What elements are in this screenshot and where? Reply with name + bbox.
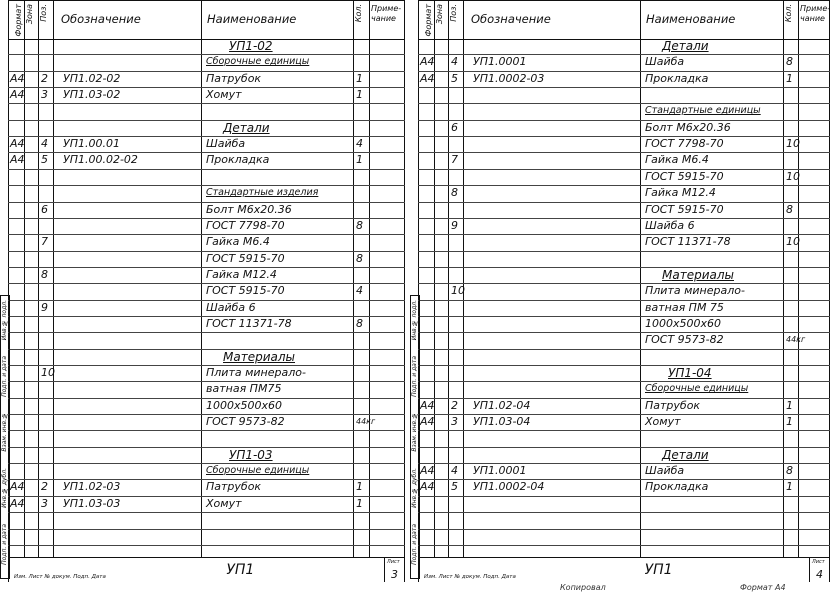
cell-fmt: А4 xyxy=(10,88,25,102)
cell-qty: 8 xyxy=(786,464,793,478)
table-row xyxy=(418,365,830,381)
spec-sheet-left xyxy=(8,0,405,582)
cell-qty: 1 xyxy=(356,71,363,85)
table-row xyxy=(418,87,830,103)
cell-pos: 9 xyxy=(451,218,458,232)
side-binding-strip-right xyxy=(410,295,420,579)
cell-des: УП1.03-03 xyxy=(63,496,121,510)
table-row xyxy=(418,430,830,446)
header-pos: Поз. xyxy=(449,4,458,22)
cell-des: УП1.03-04 xyxy=(473,415,531,429)
cell-des: УП1.02-02 xyxy=(63,71,121,85)
header-pos: Поз. xyxy=(39,4,48,22)
cell-des: УП1.0002-03 xyxy=(473,71,545,85)
row-line xyxy=(418,545,830,546)
table-row xyxy=(8,71,405,87)
cell-pos: 4 xyxy=(451,464,458,478)
cell-name: Детали xyxy=(662,39,709,53)
document-code: УП1 xyxy=(226,562,255,578)
cell-pos: 7 xyxy=(451,153,458,167)
row-line xyxy=(8,545,405,546)
side-label: Подп. и дата xyxy=(411,524,418,565)
table-row xyxy=(418,54,830,70)
table-row xyxy=(418,447,830,463)
table-row xyxy=(8,447,405,463)
cell-name: ГОСТ 5915-70 xyxy=(645,169,724,183)
table-row xyxy=(8,463,405,479)
table-row xyxy=(418,381,830,397)
cell-des: УП1.0001 xyxy=(473,55,527,69)
table-row xyxy=(418,202,830,218)
cell-name: Шайба 6 xyxy=(206,300,256,314)
cell-des: УП1.0001 xyxy=(473,464,527,478)
table-row xyxy=(8,87,405,103)
table-row xyxy=(418,185,830,201)
table-row xyxy=(8,414,405,430)
table-row xyxy=(418,529,830,545)
cell-pos: 6 xyxy=(41,202,48,216)
cell-name: Гайка М6.4 xyxy=(645,153,709,167)
table-row xyxy=(418,414,830,430)
cell-name: ГОСТ 7798-70 xyxy=(206,218,285,232)
cell-des: УП1.0002-04 xyxy=(473,480,545,494)
table-row xyxy=(8,136,405,152)
cell-fmt: А4 xyxy=(420,415,435,429)
cell-pos: 2 xyxy=(41,71,48,85)
cell-pos: 4 xyxy=(41,137,48,151)
table-row xyxy=(418,300,830,316)
document-code: УП1 xyxy=(644,562,673,578)
cell-qty: 1 xyxy=(786,480,793,494)
cell-name: ватная ПМ 75 xyxy=(645,300,724,314)
table-row xyxy=(418,349,830,365)
cell-fmt: А4 xyxy=(10,153,25,167)
cell-name: Материалы xyxy=(223,349,295,364)
cell-name: Хомут xyxy=(206,88,242,102)
table-row xyxy=(418,251,830,267)
cell-pos: 5 xyxy=(451,71,458,85)
cell-qty: 8 xyxy=(356,316,363,330)
title-block xyxy=(8,557,405,582)
cell-name: ГОСТ 9573-82 xyxy=(206,415,285,429)
cell-qty: 1 xyxy=(786,415,793,429)
cell-name: ГОСТ 9573-82 xyxy=(645,333,724,347)
copied-label: Копировал xyxy=(560,583,606,592)
table-row xyxy=(8,120,405,136)
side-label: Инв.№ дубл. xyxy=(1,468,8,508)
cell-fmt: А4 xyxy=(420,71,435,85)
cell-name: ватная ПМ75 xyxy=(206,382,282,396)
table-row xyxy=(418,218,830,234)
sheet-number: 3 xyxy=(391,568,398,581)
table-row xyxy=(418,103,830,119)
cell-name: Сборочные единицы xyxy=(206,465,310,477)
cell-fmt: А4 xyxy=(420,480,435,494)
table-row xyxy=(418,267,830,283)
header-format: Формат xyxy=(424,4,433,37)
cell-name: Детали xyxy=(662,447,709,462)
cell-name: ГОСТ 7798-70 xyxy=(645,137,724,151)
cell-name: Болт М6х20.36 xyxy=(645,120,731,134)
cell-name: УП1-04 xyxy=(668,366,712,380)
cell-qty: 10 xyxy=(786,235,800,249)
header-zone: Зона xyxy=(25,4,34,25)
header-format: Формат xyxy=(14,4,23,37)
cell-fmt: А4 xyxy=(10,480,25,494)
cell-name: ГОСТ 5915-70 xyxy=(206,251,285,265)
table-row xyxy=(8,381,405,397)
cell-pos: 2 xyxy=(41,480,48,494)
table-row xyxy=(8,103,405,119)
title-block xyxy=(418,557,830,582)
cell-des: УП1.02-04 xyxy=(473,398,531,412)
cell-fmt: А4 xyxy=(10,496,25,510)
cell-fmt: А4 xyxy=(10,71,25,85)
cell-pos: 9 xyxy=(41,300,48,314)
table-row xyxy=(8,169,405,185)
cell-name: Плита минерало- xyxy=(645,284,745,298)
table-row xyxy=(418,479,830,495)
cell-fmt: А4 xyxy=(420,398,435,412)
cell-qty: 1 xyxy=(356,480,363,494)
cell-name: Гайка М6.4 xyxy=(206,235,270,249)
cell-pos: 2 xyxy=(451,398,458,412)
table-row xyxy=(8,202,405,218)
table-row xyxy=(8,300,405,316)
side-label: Инв.№ подл. xyxy=(1,300,8,341)
cell-name: Хомут xyxy=(645,415,681,429)
cell-name: Шайба xyxy=(206,137,246,151)
table-row xyxy=(418,512,830,528)
cell-qty: 8 xyxy=(786,55,793,69)
table-row xyxy=(8,365,405,381)
table-row xyxy=(418,332,830,348)
cell-name: УП1-02 xyxy=(229,39,273,53)
side-label: Взам. инв.№ xyxy=(411,412,418,452)
header-name: Наименование xyxy=(207,12,297,26)
cell-name: УП1-03 xyxy=(229,447,273,462)
header-note: Приме-чание xyxy=(800,4,831,23)
cell-fmt: А4 xyxy=(420,55,435,69)
cell-name: Шайба 6 xyxy=(645,218,695,232)
cell-fmt: А4 xyxy=(420,464,435,478)
title-block-labels: Изм. Лист № докум. Подп. Дата xyxy=(14,574,106,580)
table-row xyxy=(8,185,405,201)
cell-pos: 7 xyxy=(41,235,48,249)
table-row xyxy=(8,152,405,168)
table-row xyxy=(8,38,405,54)
table-row xyxy=(8,267,405,283)
table-row xyxy=(8,234,405,250)
table-row xyxy=(8,251,405,267)
sheet-number-box xyxy=(384,558,405,582)
cell-pos: 10 xyxy=(41,366,55,379)
cell-qty: 10 xyxy=(786,169,800,183)
table-row xyxy=(8,332,405,348)
cell-qty: 8 xyxy=(356,251,363,265)
cell-pos: 3 xyxy=(41,496,48,510)
cell-des: УП1.00.01 xyxy=(63,137,120,151)
cell-name: ГОСТ 5915-70 xyxy=(645,202,724,216)
table-row xyxy=(8,496,405,512)
table-row xyxy=(8,398,405,414)
table-row xyxy=(418,120,830,136)
cell-qty: 8 xyxy=(356,218,363,232)
side-binding-strip-left xyxy=(0,295,10,579)
cell-pos: 8 xyxy=(41,267,48,281)
sheet-number: 4 xyxy=(816,568,823,581)
table-row xyxy=(418,234,830,250)
cell-fmt: А4 xyxy=(10,137,25,151)
table-row xyxy=(8,430,405,446)
title-block-labels: Изм. Лист № докум. Подп. Дата xyxy=(424,574,516,580)
header-qty: Кол. xyxy=(784,4,793,23)
table-row xyxy=(418,496,830,512)
cell-name: Сборочные единицы xyxy=(206,56,310,68)
cell-qty: 44кг xyxy=(356,417,376,427)
side-label: Взам. инв.№ xyxy=(1,412,8,452)
sheet-number-box xyxy=(809,558,830,582)
cell-name: Гайка М12.4 xyxy=(645,186,716,200)
cell-qty: 44кг xyxy=(786,335,806,345)
cell-name: Патрубок xyxy=(645,398,701,412)
table-row xyxy=(8,316,405,332)
cell-qty: 10 xyxy=(786,137,800,151)
cell-qty: 8 xyxy=(786,202,793,216)
cell-name: Прокладка xyxy=(645,71,709,85)
cell-des: УП1.02-03 xyxy=(63,480,121,494)
cell-name: Материалы xyxy=(662,267,734,282)
cell-name: Стандартные изделия xyxy=(206,187,319,199)
cell-pos: 6 xyxy=(451,120,458,134)
cell-name: ГОСТ 11371-78 xyxy=(645,235,731,249)
table-row xyxy=(418,463,830,479)
cell-name: Плита минерало- xyxy=(206,366,306,379)
cell-name: Прокладка xyxy=(206,153,270,167)
table-row xyxy=(8,218,405,234)
spec-sheet-right xyxy=(418,0,830,582)
header-designation: Обозначение xyxy=(61,12,141,26)
cell-pos: 8 xyxy=(451,186,458,200)
cell-qty: 1 xyxy=(786,398,793,412)
table-row xyxy=(8,54,405,70)
table-row xyxy=(418,398,830,414)
header-zone: Зона xyxy=(435,4,444,25)
cell-qty: 1 xyxy=(786,71,793,85)
sheet-label: Лист xyxy=(812,559,825,565)
table-row xyxy=(418,316,830,332)
cell-name: Хомут xyxy=(206,496,242,510)
cell-name: Детали xyxy=(223,120,270,135)
table-row xyxy=(418,38,830,54)
cell-pos: 4 xyxy=(451,55,458,69)
cell-name: Шайба xyxy=(645,464,685,478)
side-label: Подп. и дата xyxy=(411,356,418,397)
header-note: Приме-чание xyxy=(371,4,402,23)
cell-pos: 5 xyxy=(451,480,458,494)
cell-qty: 1 xyxy=(356,153,363,167)
cell-name: 1000х500х60 xyxy=(645,316,722,330)
table-row xyxy=(418,152,830,168)
cell-pos: 5 xyxy=(41,153,48,167)
cell-name: Болт М6х20.36 xyxy=(206,202,292,216)
table-row xyxy=(8,283,405,299)
header-qty: Кол. xyxy=(354,4,363,23)
cell-des: УП1.00.02-02 xyxy=(63,153,138,167)
cell-name: 1000х500х60 xyxy=(206,398,283,412)
sheet-label: Лист xyxy=(387,559,400,565)
cell-name: ГОСТ 11371-78 xyxy=(206,316,292,330)
side-label: Инв.№ подл. xyxy=(411,300,418,341)
cell-name: Прокладка xyxy=(645,480,709,494)
cell-name: Патрубок xyxy=(206,480,262,494)
cell-name: Гайка М12.4 xyxy=(206,267,277,281)
cell-name: Шайба xyxy=(645,55,685,69)
cell-pos: 3 xyxy=(41,88,48,102)
cell-name: ГОСТ 5915-70 xyxy=(206,284,285,298)
header-name: Наименование xyxy=(646,12,736,26)
cell-name: Сборочные единицы xyxy=(645,383,749,395)
cell-pos: 10 xyxy=(451,284,465,298)
table-row xyxy=(418,283,830,299)
side-label: Подп. и дата xyxy=(1,356,8,397)
cell-qty: 4 xyxy=(356,284,363,298)
table-row xyxy=(418,136,830,152)
side-label: Подп. и дата xyxy=(1,524,8,565)
table-row xyxy=(8,512,405,528)
table-row xyxy=(8,479,405,495)
table-row xyxy=(418,71,830,87)
cell-name: Стандартные единицы xyxy=(645,105,761,117)
cell-des: УП1.03-02 xyxy=(63,88,121,102)
cell-qty: 1 xyxy=(356,496,363,510)
cell-qty: 4 xyxy=(356,137,363,151)
table-row xyxy=(8,349,405,365)
cell-pos: 3 xyxy=(451,415,458,429)
table-row xyxy=(8,529,405,545)
format-label: Формат А4 xyxy=(740,583,786,592)
side-label: Инв.№ дубл. xyxy=(411,468,418,508)
cell-name: Патрубок xyxy=(206,71,262,85)
cell-qty: 1 xyxy=(356,88,363,102)
table-row xyxy=(418,169,830,185)
header-designation: Обозначение xyxy=(471,12,551,26)
